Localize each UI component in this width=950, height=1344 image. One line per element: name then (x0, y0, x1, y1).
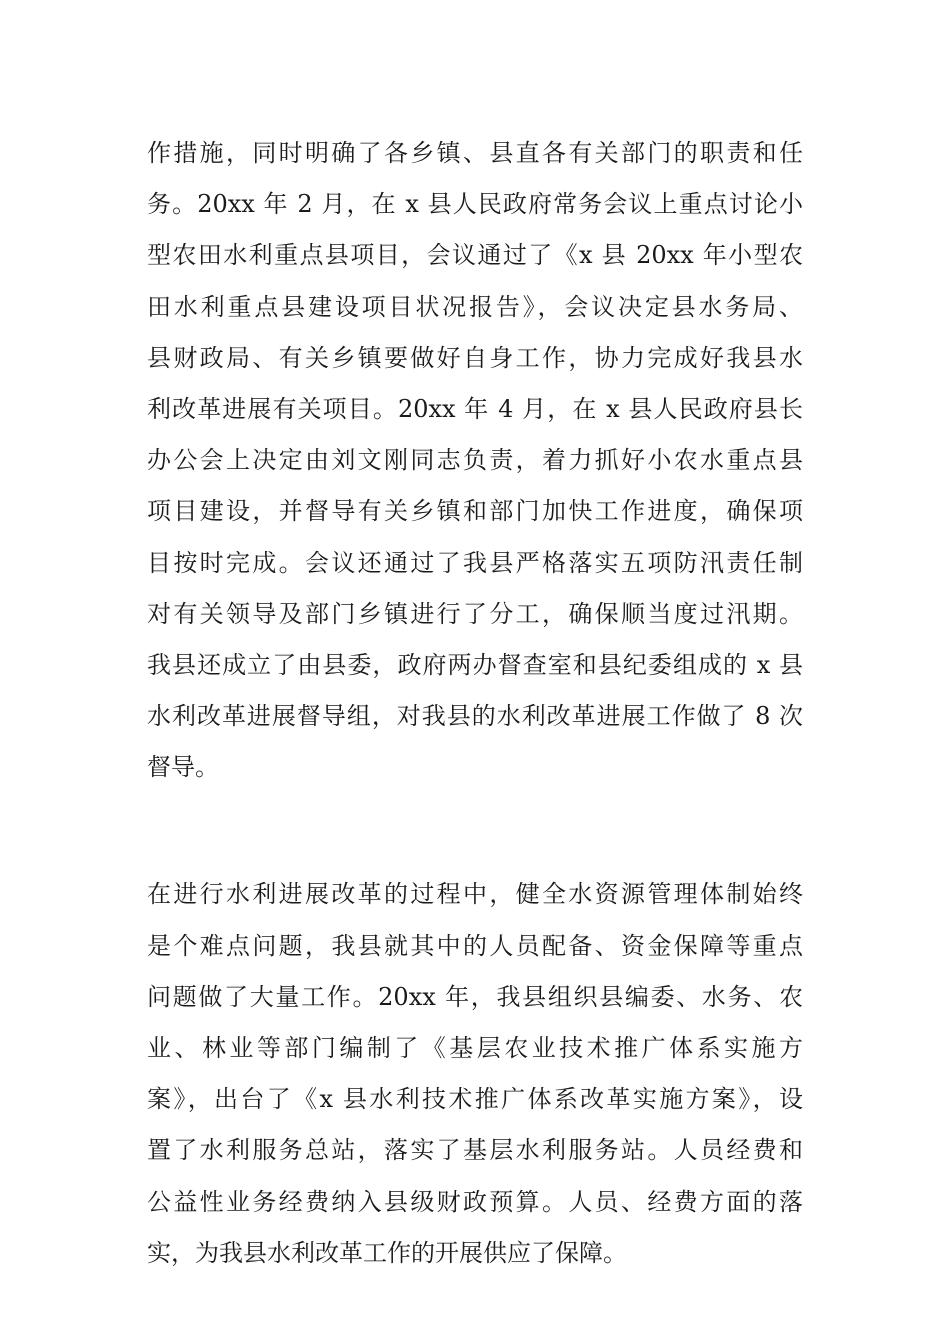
text-line: 务。20xx 年 2 月，在 x 县人民政府常务会议上重点讨论小 (147, 190, 803, 219)
paragraph-spacer (147, 793, 803, 869)
text-line: 督导。 (147, 753, 219, 782)
text-line: 案》，出台了《x 县水利技术推广体系改革实施方案》，设 (147, 1085, 803, 1114)
text-line: 公益性业务经费纳入县级财政预算。人员、经费方面的落 (147, 1187, 803, 1216)
text-line: 实，为我县水利改革工作的开展供应了保障。 (147, 1238, 627, 1267)
text-line: 置了水利服务总站，落实了基层水利服务站。人员经费和 (147, 1136, 803, 1165)
text-line: 业、林业等部门编制了《基层农业技术推广体系实施方 (147, 1034, 803, 1062)
paragraph-1 (147, 128, 803, 793)
text-line: 是个难点问题，我县就其中的人员配备、资金保障等重点 (147, 931, 803, 960)
text-line: 我县还成立了由县委，政府两办督查室和县纪委组成的 x 县 (147, 650, 803, 679)
text-line: 对有关领导及部门乡镇进行了分工，确保顺当度过汛期。 (147, 599, 803, 628)
text-line: 在进行水利进展改革的过程中，健全水资源管理体制始终 (147, 880, 803, 909)
text-line: 田水利重点县建设项目状况报告》，会议决定县水务局、 (147, 292, 803, 321)
text-line: 作措施，同时明确了各乡镇、县直各有关部门的职责和任 (147, 139, 803, 167)
text-line: 水利改革进展督导组，对我县的水利改革进展工作做了 8 次 (147, 702, 803, 731)
text-line: 项目建设，并督导有关乡镇和部门加快工作进度，确保项 (147, 497, 803, 526)
text-line: 利改革进展有关项目。20xx 年 4 月，在 x 县人民政府县长 (147, 394, 803, 423)
text-line: 型农田水利重点县项目，会议通过了《x 县 20xx 年小型农 (147, 241, 803, 270)
paragraph-2 (147, 869, 803, 1279)
text-line: 目按时完成。会议还通过了我县严格落实五项防汛责任制 (147, 548, 803, 577)
text-line: 县财政局、有关乡镇要做好自身工作，协力完成好我县水 (147, 343, 803, 372)
document-body (147, 128, 803, 1279)
text-line: 问题做了大量工作。20xx 年，我县组织县编委、水务、农 (147, 982, 803, 1011)
text-line: 办公会上决定由刘文刚同志负责，着力抓好小农水重点县 (147, 446, 803, 475)
